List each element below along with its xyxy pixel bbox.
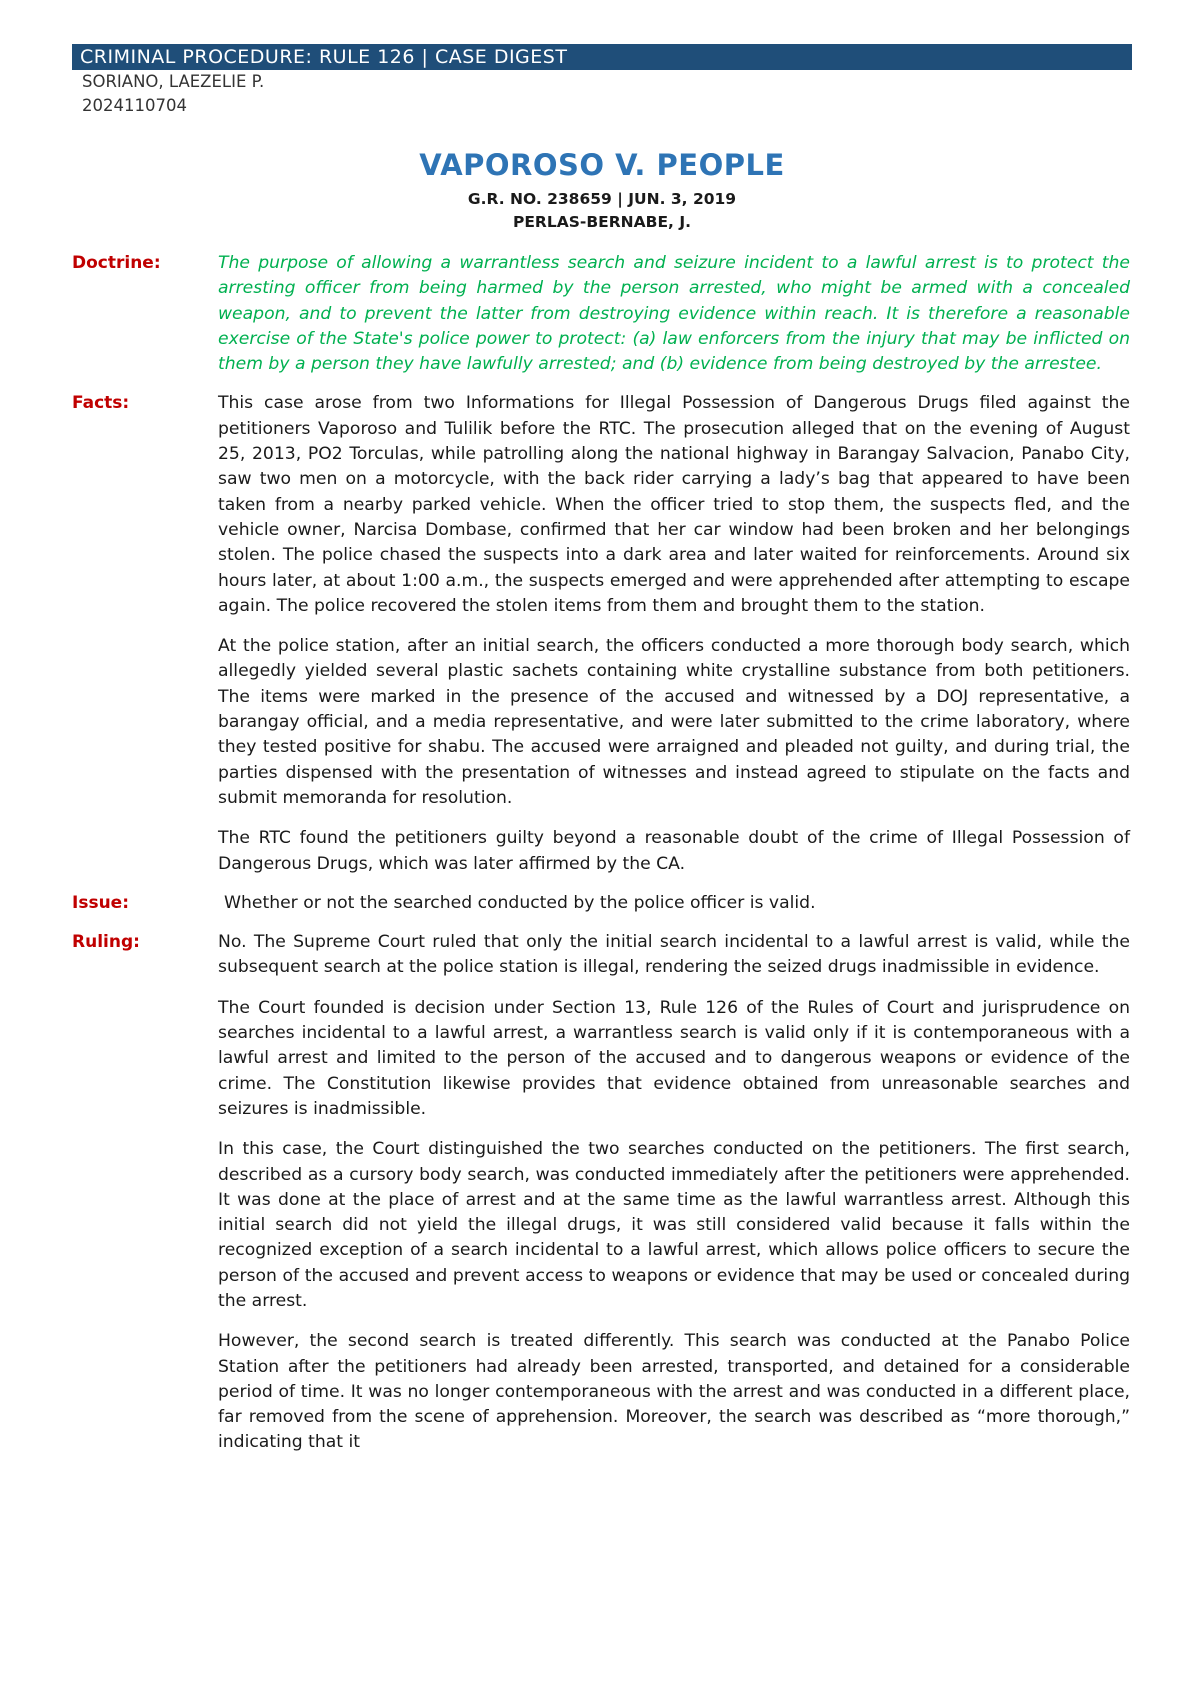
facts-paragraph: At the police station, after an initial search, the officers conducted a more thorough body search, which allegedly yielded several plastic sachets containing white crystalline substance from both petitioners. The items were marked in the presence of the accused and witnessed by a DOJ representative, a barangay official, and a media representative, and were later submitted to the crime laboratory, where they tested positive for shabu. The accused were arraigned and pleaded not guilty, and during trial, the parties dispensed with the presentation of witnesses and instead agreed to stipulate on the facts and submit memoranda for resolution. [218, 636, 1130, 808]
issue-section [72, 891, 1132, 916]
case-title: VAPOROSO V. PEOPLE [419, 148, 785, 182]
case-citation: G.R. NO. 238659 | JUN. 3, 2019 [467, 190, 737, 208]
doctrine-label: Doctrine: [72, 253, 161, 273]
author-name: SORIANO, LAEZELIE P. [82, 72, 265, 91]
student-number: 2024110704 [82, 96, 187, 115]
document-page [72, 44, 1132, 1456]
doctrine-section [72, 251, 1132, 377]
facts-paragraph: This case arose from two Informations for Illegal Possession of Dangerous Drugs filed against the petitioners Vaporoso and Tulilik before the RTC. The prosecution alleged that on the evening of August 25, 2013, PO2 Torculas, while patrolling along the national highway in Barangay Salvacion, Panabo City, saw two men on a motorcycle, with the back rider carrying a lady’s bag that appeared to have been taken from a nearby parked vehicle. When the officer tried to stop them, the suspects fled, and the vehicle owner, Narcisa Dombase, confirmed that her car window had been broken and her belongings stolen. The police chased the suspects into a dark area and later waited for reinforcements. Around six hours later, at about 1:00 a.m., the suspects emerged and were apprehended after attempting to escape again. The police recovered the stolen items from them and brought them to the station. [218, 393, 1130, 616]
issue-text: Whether or not the searched conducted by the police officer is valid. [224, 892, 816, 913]
ruling-paragraph: In this case, the Court distinguished the two searches conducted on the petitioners. The first search, described as a cursory body search, was conducted immediately after the petitioners were apprehended. It was done at the place of arrest and at the same time as the lawful warrantless arrest. Although this initial search did not yield the illegal drugs, it was still considered valid because it falls within the recognized exception of a search incidental to a lawful arrest, which allows police officers to secure the person of the accused and prevent access to weapons or evidence that may be used or concealed during the arrest. [218, 1139, 1130, 1311]
issue-label: Issue: [72, 892, 129, 913]
facts-paragraph: The RTC found the petitioners guilty beyond a reasonable doubt of the crime of Illegal Possession of Dangerous Drugs, which was later affirmed by the CA. [218, 828, 1130, 874]
ruling-section [72, 930, 1132, 1456]
doctrine-text: The purpose of allowing a warrantless search and seizure incident to a lawful arrest is to protect the arresting officer from being harmed by the person arrested, who might be armed with a concealed weapon, and to prevent the latter from destroying evidence within reach. It is therefore a reasonable exercise of the State's police power to protect: (a) law enforcers from the injury that may be inflicted on them by a person they have lawfully arrested; and (b) evidence from being destroyed by the arrestee. [218, 253, 1130, 375]
ruling-paragraph: However, the second search is treated differently. This search was conducted at the Panabo Police Station after the petitioners had already been arrested, transported, and detained for a considerable period of time. It was no longer contemporaneous with the arrest and was conducted in a different place, far removed from the scene of apprehension. Moreover, the search was described as “more thorough,” indicating that it [218, 1331, 1130, 1453]
facts-label: Facts: [72, 393, 130, 414]
case-ponente: PERLAS-BERNABE, J. [512, 213, 691, 231]
facts-section [72, 391, 1132, 876]
ruling-paragraph: No. The Supreme Court ruled that only the initial search incidental to a lawful arrest is valid, while the subsequent search at the police station is illegal, rendering the seized drugs inadmissible in evidence. [218, 932, 1130, 978]
course-banner: CRIMINAL PROCEDURE: RULE 126 | CASE DIGEST [72, 44, 1132, 70]
ruling-paragraph: The Court founded is decision under Section 13, Rule 126 of the Rules of Court and jurisprudence on searches incidental to a lawful arrest, a warrantless search is valid only if it is contemporaneous with a lawful arrest and limited to the person of the accused and to dangerous weapons or evidence of the crime. The Constitution likewise provides that evidence obtained from unreasonable searches and seizures is inadmissible. [218, 997, 1130, 1119]
ruling-label: Ruling: [72, 932, 140, 953]
